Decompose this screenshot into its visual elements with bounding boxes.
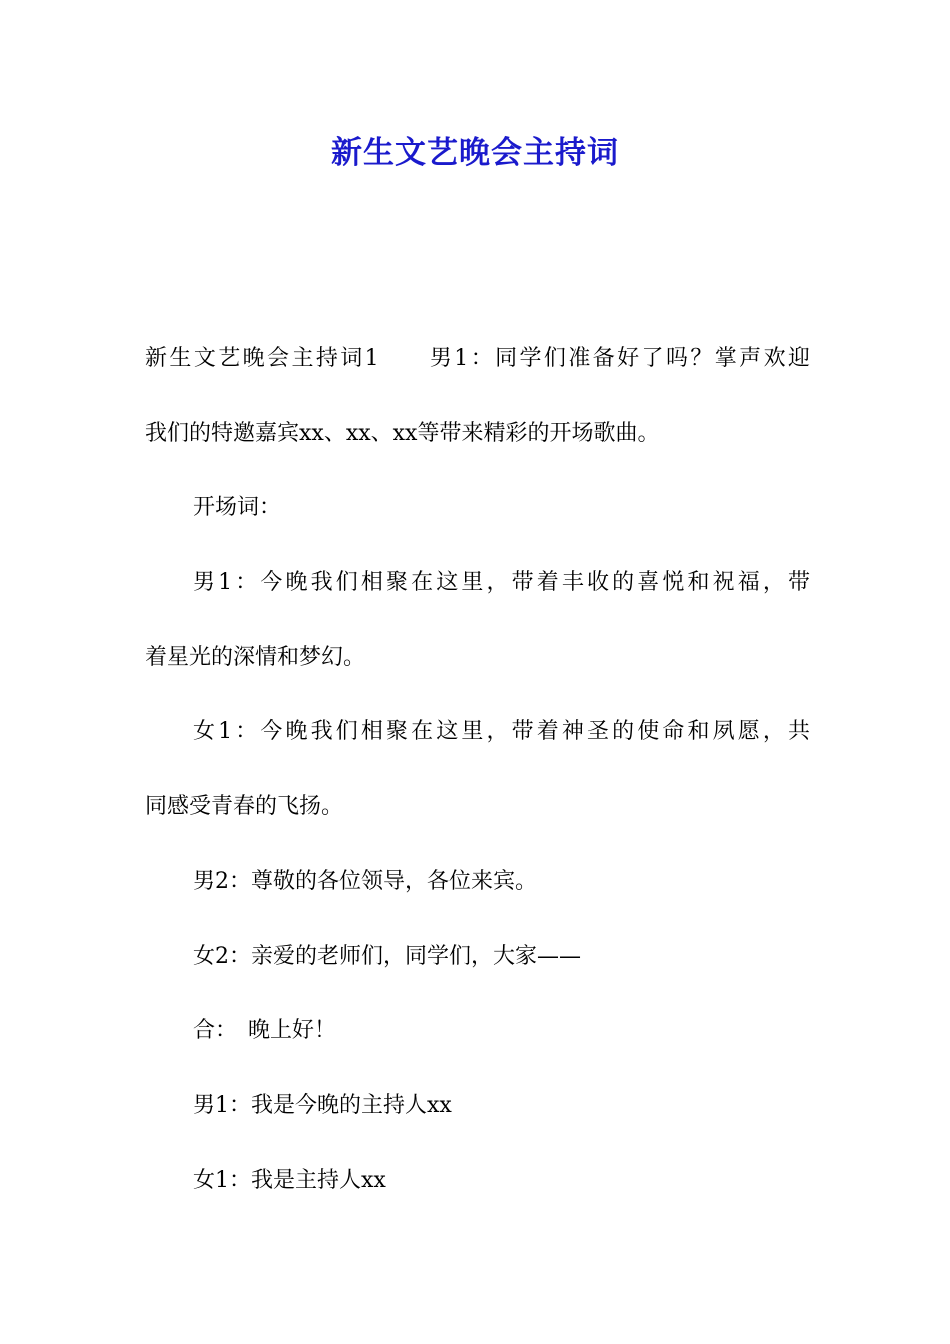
document-title: 新生文艺晚会主持词 (331, 135, 619, 171)
paragraph-line-4: 男1：今晚我们相聚在这里，带着丰收的喜悦和祝福，带 (193, 570, 810, 595)
paragraph-line-10: 合： 晚上好！ (193, 1018, 337, 1043)
paragraph-line-11: 男1：我是今晚的主持人xx (193, 1093, 452, 1118)
paragraph-line-5: 着星光的深情和梦幻。 (145, 645, 366, 670)
paragraph-line-1: 新生文艺晚会主持词1 男1：同学们准备好了吗？掌声欢迎 (145, 346, 810, 371)
paragraph-line-7: 同感受青春的飞扬。 (145, 794, 344, 819)
paragraph-line-9: 女2：亲爱的老师们，同学们，大家—— (193, 944, 581, 969)
paragraph-line-12: 女1：我是主持人xx (193, 1168, 386, 1193)
paragraph-line-8: 男2：尊敬的各位领导，各位来宾。 (193, 869, 537, 894)
paragraph-line-2: 我们的特邀嘉宾xx、xx、xx等带来精彩的开场歌曲。 (145, 421, 660, 446)
paragraph-line-3: 开场词： (193, 495, 282, 520)
paragraph-line-6: 女1：今晚我们相聚在这里，带着神圣的使命和夙愿，共 (193, 719, 810, 744)
